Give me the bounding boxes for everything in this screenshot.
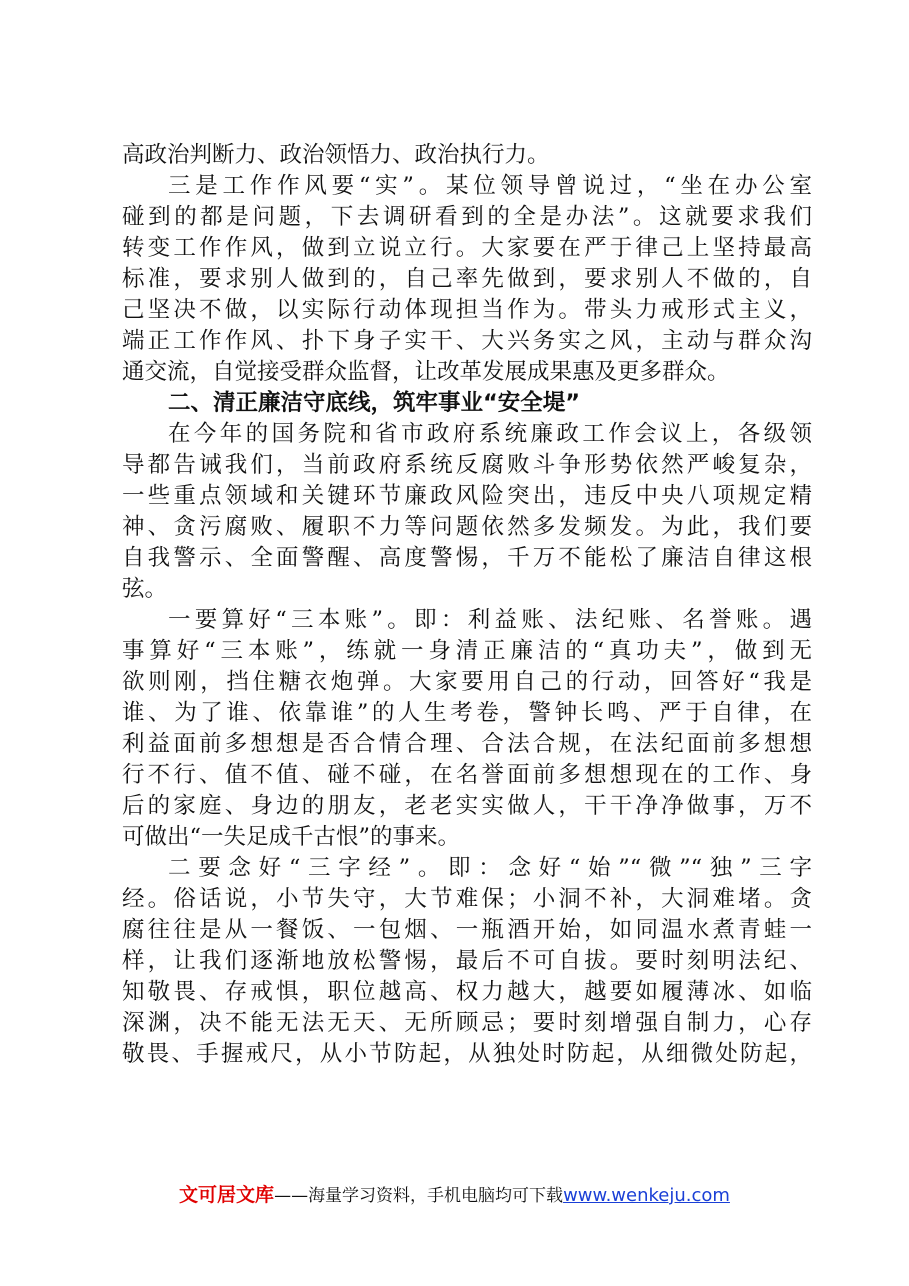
paragraph-line: 后的家庭、身边的朋友，老老实实做人，干干净净做事，万不 [122, 793, 812, 819]
paragraph-line: 知敬畏、存戒惧，职位越高、权力越大，越要如履薄冰、如临 [122, 979, 812, 1005]
paragraph-line: 腐往往是从一餐饭、一包烟、一瓶酒开始，如同温水煮青蛙一 [122, 917, 812, 943]
paragraph-line: 敬畏、手握戒尺，从小节防起，从独处时防起，从细微处防起， [122, 1041, 812, 1067]
section-heading: 二、清正廉洁守底线，筑牢事业“安全堤” [168, 390, 581, 416]
paragraph-line: 通交流，自觉接受群众监督，让改革发展成果惠及更多群众。 [122, 359, 730, 385]
paragraph-line: 转变工作作风，做到立说立行。大家要在严于律己上坚持最高 [122, 235, 812, 261]
paragraph-line: 样，让我们逐渐地放松警惕，最后不可自拔。要时刻明法纪、 [122, 948, 812, 974]
paragraph-line: 利益面前多想想是否合情合理、合法合规，在法纪面前多想想 [122, 731, 812, 757]
paragraph-line: 己坚决不做，以实际行动体现担当作为。带头力戒形式主义， [122, 297, 812, 323]
website-link[interactable]: www.wenkeju.com [563, 1185, 730, 1206]
paragraph-line: 事算好“三本账”，练就一身清正廉洁的“真功夫”，做到无 [122, 638, 812, 664]
paragraph-line: 在今年的国务院和省市政府系统廉政工作会议上，各级领 [168, 421, 812, 447]
paragraph-line: 高政治判断力、政治领悟力、政治执行力。 [122, 142, 550, 168]
paragraph-line: 碰到的都是问题，下去调研看到的全是办法”。这就要求我们 [122, 204, 812, 230]
paragraph-line: 端正工作作风、扑下身子实干、大兴务实之风，主动与群众沟 [122, 328, 812, 354]
brand-name[interactable]: 文可居文库 [179, 1184, 275, 1206]
paragraph-line: 行不行、值不值、碰不碰，在名誉面前多想想现在的工作、身 [122, 762, 812, 788]
footer-tagline: ——海量学习资料，手机电脑均可下载 [274, 1186, 564, 1206]
paragraph-line: 自我警示、全面警醒、高度警惕，千万不能松了廉洁自律这根 [122, 545, 812, 571]
document-body [122, 140, 812, 1070]
footer-banner [0, 1182, 909, 1209]
paragraph-line: 二要念好“三字经”。即：念好“始”“微”“独”三字 [168, 855, 812, 881]
paragraph-line: 导都告诫我们，当前政府系统反腐败斗争形势依然严峻复杂， [122, 452, 812, 478]
paragraph-line: 神、贪污腐败、履职不力等问题依然多发频发。为此，我们要 [122, 514, 812, 540]
paragraph-line: 一些重点领域和关键环节廉政风险突出，违反中央八项规定精 [122, 483, 812, 509]
paragraph-line: 谁、为了谁、依靠谁”的人生考卷，警钟长鸣、严于自律，在 [122, 700, 812, 726]
paragraph-line: 经。俗话说，小节失守，大节难保；小洞不补，大洞难堵。贪 [122, 886, 812, 912]
paragraph-line: 欲则刚，挡住糖衣炮弹。大家要用自己的行动，回答好“我是 [122, 669, 812, 695]
paragraph-line: 弦。 [122, 576, 168, 602]
paragraph-line: 标准，要求别人做到的，自己率先做到，要求别人不做的，自 [122, 266, 812, 292]
paragraph-line: 三是工作作风要“实”。某位领导曾说过，“坐在办公室 [168, 173, 812, 199]
paragraph-line: 可做出“一失足成千古恨”的事来。 [122, 824, 461, 850]
paragraph-line: 深渊，决不能无法无天、无所顾忌；要时刻增强自制力，心存 [122, 1010, 812, 1036]
paragraph-line: 一要算好“三本账”。即：利益账、法纪账、名誉账。遇 [168, 607, 812, 633]
